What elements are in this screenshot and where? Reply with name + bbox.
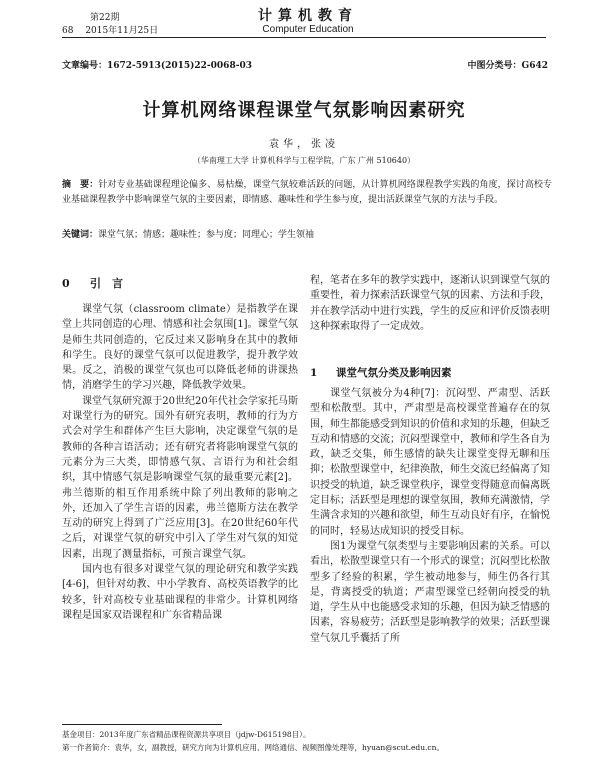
abstract-text: 针对专业基础课程理论偏多、易枯燥，课堂气氛较难活跃的问题，从计算机网络课程教学实践的角度，探讨高校专业基础课程教学中影响课堂气氛的主要因素，即情感、趣味性和学生参与度，提出活跃课堂气氛的方法与手段。 — [62, 180, 552, 205]
paragraph-continued: 程，笔者在多年的教学实践中，逐渐认识到课堂气氛的重要性，着力探索活跃课堂气氛的因素、方法和手段，并在教学活动中进行实践，学生的反应和评价反馈表明这种探索取得了一定成效。 — [310, 275, 550, 332]
paragraph: 课堂气氛被分为4种[7]：沉闷型、严肃型、活跃型和松散型。其中，严肃型是高校课堂普遍存在的氛围，师生都能感受到知识的价值和求知的乐趣，但缺乏互动和情感的交流；沉闷型课堂中，教师和学生各自为政，缺乏交集，师生感情的缺失让课堂变得无聊和压抑；松散型课堂中，纪律涣散，师生交流已经偏离了知识授受的轨道，缺乏课堂秩序，课堂变得随意而偏离既定目标；活跃型是理想的课堂氛围，教师充满激情，学生满含求知的兴趣和欲望，师生互动良好有序，在愉悦的同时，轻易达成知识的授受目标。 — [310, 388, 550, 537]
author-note: 第一作者简介：袁华，女，副教授，研究方向为计算机应用、网络通信、视频图像处理等，hyuan@scut.edu.cn。 — [62, 743, 444, 752]
left-column — [62, 302, 298, 623]
keywords — [62, 228, 552, 242]
running-header-left — [62, 12, 158, 38]
paragraph: 课堂气氛（classroom climate）是指教学在课堂上共同创造的心理、情感和社会氛围[1]。课堂气氛是师生共同创造的，它反过来又影响身在其中的教师和学生。良好的课堂气氛可以促进教学，提升教学效果。反之，消极的课堂气氛也可以降低老师的讲课热情，消磨学生的学习兴趣，降低教学效果。 — [62, 304, 298, 392]
section-number: 1 — [310, 367, 318, 379]
fund-note: 基金项目：2013年度广东省精品课程资源共享项目（jdjw-D615198目）。 — [62, 730, 311, 739]
journal-title-en: Computer Education — [262, 24, 354, 35]
header-rule — [62, 37, 546, 38]
issue-number: 第22期 — [90, 13, 120, 23]
paper-title: 计算机网络课程课堂气氛影响因素研究 — [142, 100, 466, 121]
keywords-text: 课堂气氛；情感；趣味性；参与度；同理心；学生领袖 — [98, 230, 315, 240]
journal-title-cn: 计算机教育 — [258, 8, 358, 24]
footnote-rule — [62, 724, 222, 725]
affiliation: （华南理工大学 计算机科学与工程学院，广东 广州 510640） — [192, 156, 416, 165]
section-title: 引 言 — [90, 277, 123, 290]
footnotes — [62, 728, 552, 754]
page-and-date: 68 2015年11月25日 — [62, 26, 159, 36]
section-heading-introduction — [62, 275, 123, 291]
authors: 袁华，张凌 — [269, 139, 339, 150]
section-number: 0 — [62, 277, 70, 290]
abstract-label: 摘 要： — [62, 180, 99, 190]
paragraph: 图1为课堂气氛类型与主要影响因素的关系。可以看出，松散型课堂只有一个形式的课堂；沉闷型比松散型多了经验的积累，学生被动地参与，师生仍各行其是，背离授受的轨道；严肃型课堂已经朝向授受的轨道，学生从中也能感受求知的乐趣，但因为缺乏情感的因素，容易疲劳；活跃型是影响教学的效果；活跃型课堂气氛几乎囊括了所 — [310, 540, 550, 644]
paragraph: 国内也有很多对课堂气氛的理论研究和教学实践[4-6]，但针对幼教、中小学教育、高校英语教学的比较多，针对高校专业基础课程的非常少。计算机网络课程是国家双语课程和广东省精品课 — [62, 564, 298, 621]
right-column-intro — [310, 273, 550, 334]
journal-masthead — [238, 8, 378, 36]
article-number: 文章编号：1672-5913(2015)22-0068-03 — [62, 61, 252, 71]
section-title: 课堂气氛分类及影响因素 — [336, 367, 452, 379]
keywords-label: 关键词： — [62, 230, 99, 240]
classification-number: 中图分类号：G642 — [467, 61, 548, 71]
section-heading-classification — [310, 365, 452, 380]
paragraph: 课堂气氛研究源于20世纪20年代社会学家托马斯对课堂行为的研究。国外有研究表明，教师的行为方式会对学生和群体产生巨大影响，决定课堂气氛的是教师的各种言语活动；还有研究者将影响课堂气氛的元素分为三大类，即情感气氛、言语行为和社会组织，其中情感气氛是影响课堂气氛的最重要元素[2]。弗兰德斯的相互作用系统中除了列出教师的影响之外，还加入了学生言语的因素，弗兰德斯方法在教学互动的研究上得到了广泛应用[3]。在20世纪60年代之后，对课堂气氛的研究中引入了学生对气氛的知觉因素，出现了测量指标，可预言课堂气氛。 — [62, 395, 298, 560]
abstract — [62, 178, 552, 208]
right-column — [310, 386, 550, 646]
